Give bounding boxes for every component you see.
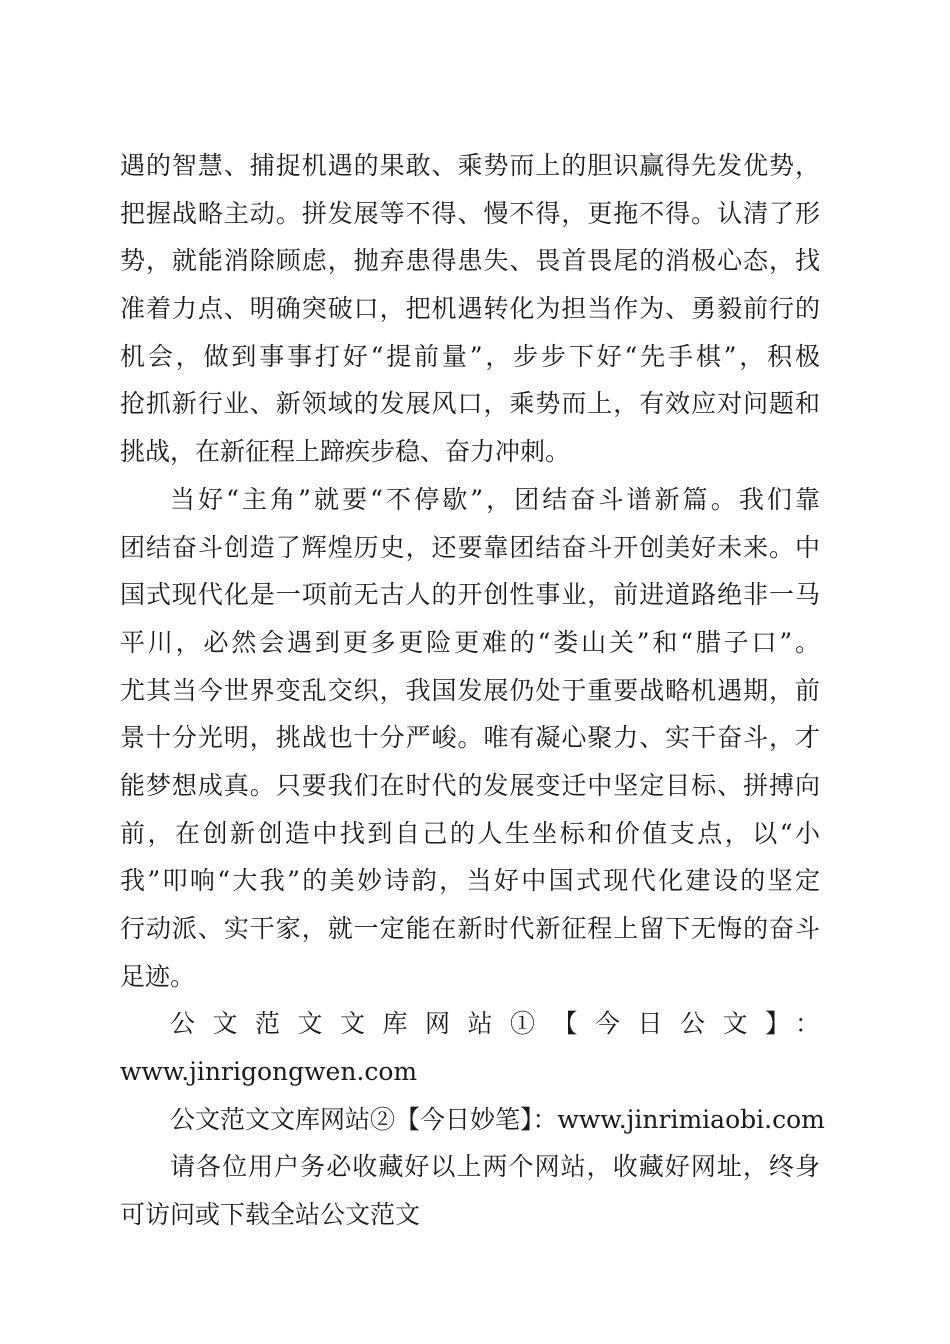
text-line: 可访问或下载全站公文范文 xyxy=(120,1200,421,1230)
text-line: 遇的智慧、捕捉机遇的果敢、乘势而上的胆识赢得先发优势， xyxy=(120,151,820,180)
text-line: 景十分光明，挑战也十分严峻。唯有凝心聚力、实干奋斗，才 xyxy=(120,723,820,753)
text-line: 足迹。 xyxy=(120,961,196,991)
text-line: 势，就能消除顾虑，抛弃患得患失、畏首畏尾的消极心态，找 xyxy=(120,246,820,276)
site-note xyxy=(120,1000,820,1095)
site-url: www.jinrigongwen.com xyxy=(120,1057,418,1087)
text-line: 请各位用户务必收藏好以上两个网站，收藏好网址，终身 xyxy=(170,1152,820,1182)
text-line: 公文范文文库网站②【今日妙笔】：www.jinrimiaobi.com xyxy=(170,1104,825,1134)
text-line: 机会，做到事事打好“提前量”，步步下好“先手棋”，积极 xyxy=(120,341,820,371)
text-line: 行动派、实干家，就一定能在新时代新征程上留下无悔的奋斗 xyxy=(120,914,820,943)
text-line: 国式现代化是一项前无古人的开创性事业，前进道路绝非一马 xyxy=(120,580,820,610)
text-line: 公文范文文库网站①【今日公文】： xyxy=(170,1009,820,1039)
text-line: 当好“主角”就要“不停歇”，团结奋斗谱新篇。我们靠 xyxy=(170,484,820,514)
text-line: 尤其当今世界变乱交织，我国发展仍处于重要战略机遇期，前 xyxy=(120,675,820,705)
text-line: 抢抓新行业、新领域的发展风口，乘势而上，有效应对问题和 xyxy=(120,389,820,419)
text-line: 平川，必然会遇到更多更险更难的“娄山关”和“腊子口”。 xyxy=(120,627,820,657)
paragraph xyxy=(120,476,820,1001)
closing-paragraph xyxy=(120,1143,820,1238)
text-line: 挑战，在新征程上蹄疾步稳、奋力冲刺。 xyxy=(120,437,571,467)
text-line: 我”叩响“大我”的美妙诗韵，当好中国式现代化建设的坚定 xyxy=(120,866,820,896)
site-note xyxy=(120,1096,825,1144)
text-line: 把握战略主动。拼发展等不得、慢不得，更拖不得。认清了形 xyxy=(120,198,820,228)
text-line: 能梦想成真。只要我们在时代的发展变迁中坚定目标、拼搏向 xyxy=(120,770,820,800)
text-line: 团结奋斗创造了辉煌历史，还要靠团结奋斗开创美好未来。中 xyxy=(120,532,820,562)
text-line: 前，在创新创造中找到自己的人生坐标和价值支点，以“小 xyxy=(120,818,820,848)
document-body xyxy=(120,142,825,1239)
text-line: 准着力点、明确突破口，把机遇转化为担当作为、勇毅前行的 xyxy=(120,294,820,324)
paragraph xyxy=(120,142,820,476)
